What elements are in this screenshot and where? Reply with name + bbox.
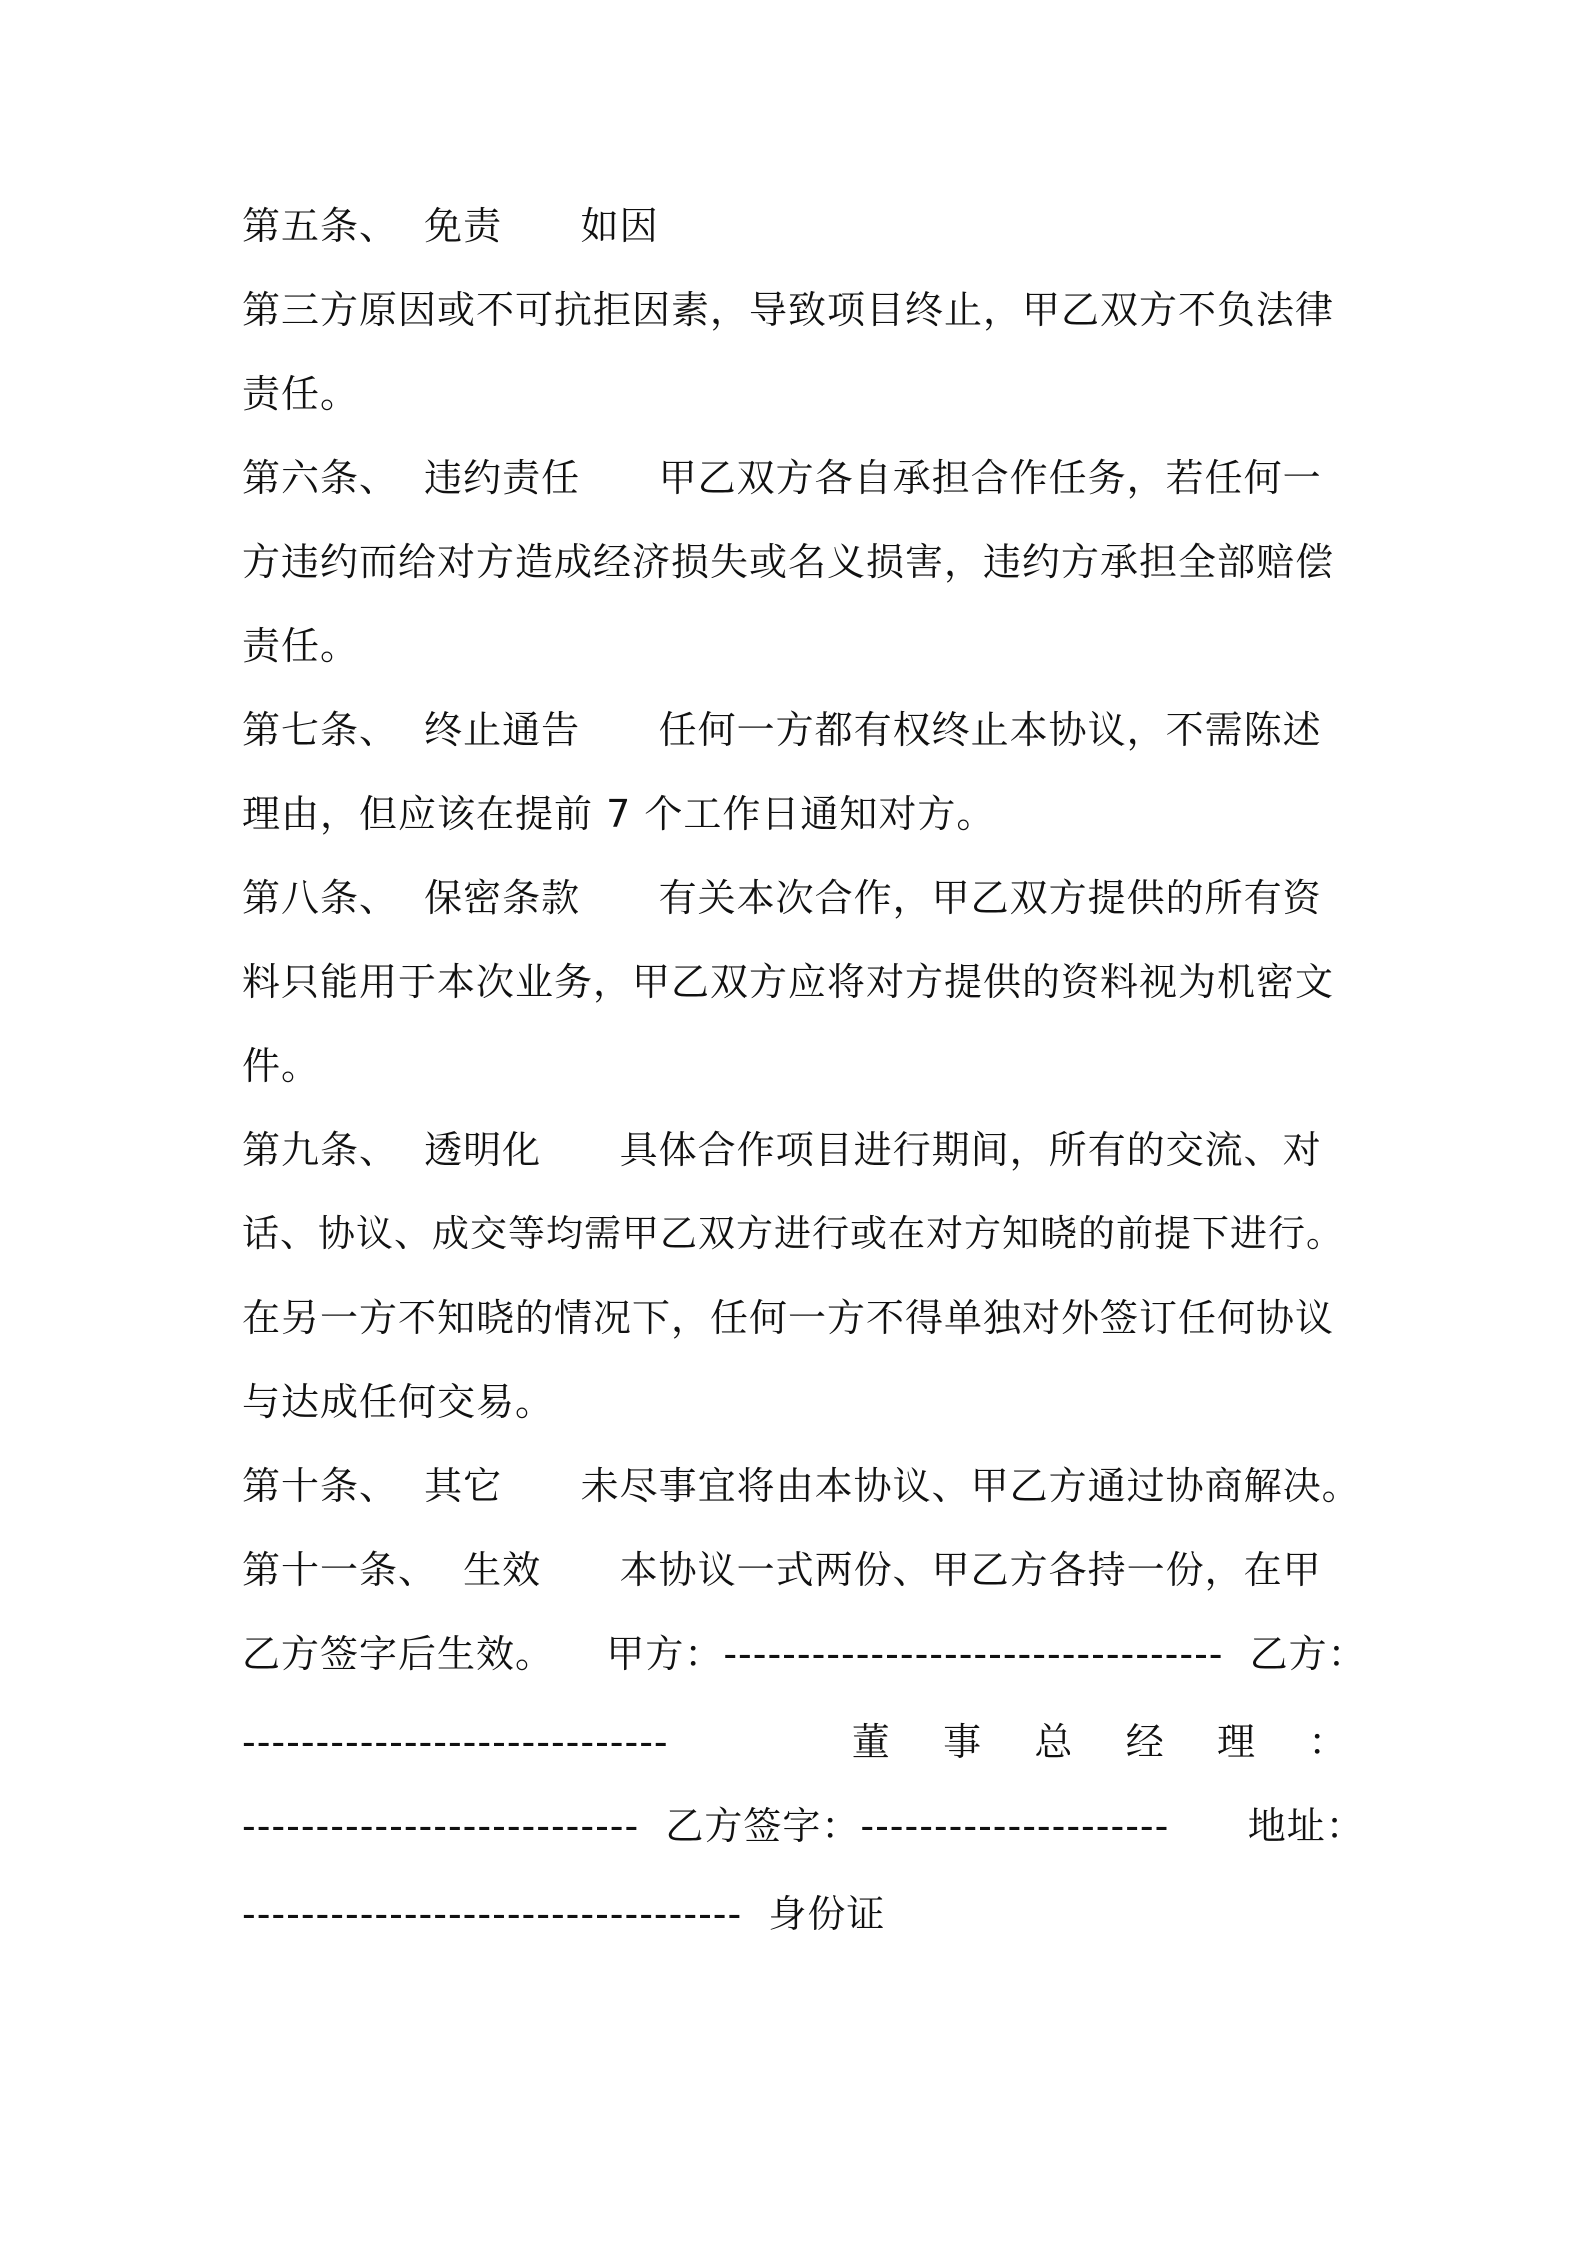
clause-11-heading: 第十一条、 生效 本协议一式两份、甲乙方各持一份，在甲 bbox=[242, 1548, 1322, 1592]
clause-9-text-line-3: 与达成任何交易。 bbox=[242, 1380, 555, 1424]
clause-6-text-line-1: 方违约而给对方造成经济损失或名义损害，违约方承担全部赔偿 bbox=[242, 540, 1335, 584]
clause-9-text-line-1: 话、协议、成交等均需甲乙双方进行或在对方知晓的前提下进行。 bbox=[242, 1212, 1344, 1255]
clause-6-heading: 第六条、 违约责任 甲乙双方各自承担合作任务，若任何一 bbox=[242, 456, 1322, 500]
clause-8-text-line-1: 料只能用于本次业务，甲乙双方应将对方提供的资料视为机密文 bbox=[242, 960, 1335, 1004]
clause-10-heading: 第十条、 其它 未尽事宜将由本协议、甲乙方通过协商解决。 bbox=[242, 1464, 1361, 1508]
clause-8-heading: 第八条、 保密条款 有关本次合作，甲乙双方提供的所有资 bbox=[242, 876, 1322, 920]
clause-6-text-line-2: 责任。 bbox=[242, 624, 360, 668]
signature-line-1: 乙方签字后生效。 甲方：---------------------------------- 乙方： bbox=[242, 1632, 1367, 1676]
clause-9-heading: 第九条、 透明化 具体合作项目进行期间，所有的交流、对 bbox=[242, 1128, 1322, 1172]
clause-5-text-line-1: 第三方原因或不可抗拒因素，导致项目终止，甲乙双方不负法律 bbox=[242, 288, 1335, 332]
signature-line-2: ----------------------------- 董 事 总 经 理 ： bbox=[242, 1720, 1348, 1764]
clause-9-text-line-2: 在另一方不知晓的情况下，任何一方不得单独对外签订任何协议 bbox=[242, 1296, 1335, 1340]
clause-8-text-line-2: 件。 bbox=[242, 1044, 321, 1088]
clause-5-text-line-2: 责任。 bbox=[242, 372, 360, 416]
clause-7-heading: 第七条、 终止通告 任何一方都有权终止本协议，不需陈述 bbox=[242, 708, 1322, 752]
clause-7-text-line-1: 理由，但应该在提前 7 个工作日通知对方。 bbox=[242, 792, 996, 836]
signature-line-3: --------------------------- 乙方签字：--------------------- 地址： bbox=[242, 1804, 1365, 1848]
signature-line-4: ---------------------------------- 身份证 bbox=[242, 1892, 886, 1936]
clause-5-heading: 第五条、 免责 如因 bbox=[242, 204, 659, 248]
